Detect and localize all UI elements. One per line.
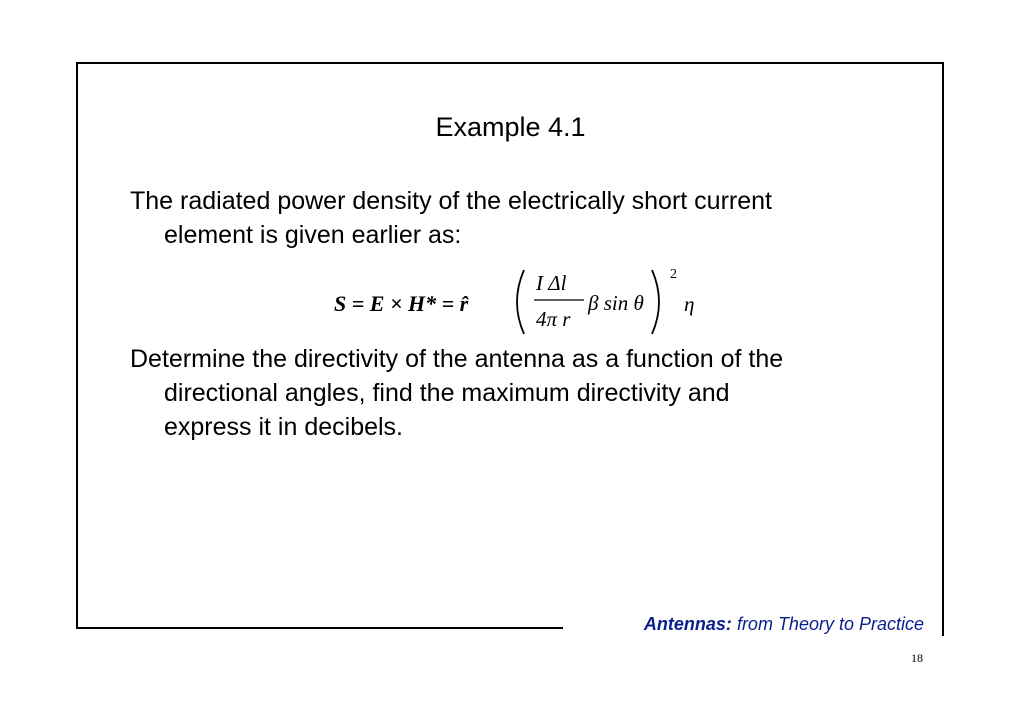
footer-brand-bold: Antennas: bbox=[643, 614, 732, 634]
page-number: 18 bbox=[911, 651, 923, 665]
task-paragraph bbox=[130, 342, 920, 444]
left-paren bbox=[517, 270, 524, 334]
task-line-3: express it in decibels. bbox=[164, 413, 404, 441]
slide-title-text: Example 4.1 bbox=[435, 112, 586, 142]
task-line-1: Determine the directivity of the antenna as a function of the bbox=[130, 345, 784, 373]
task-line-2: directional angles, find the maximum directivity and bbox=[164, 379, 730, 407]
equation-lhs: S = E × H* = r̂ bbox=[334, 291, 469, 316]
equation-graphic bbox=[334, 262, 714, 342]
exponent: 2 bbox=[670, 267, 677, 282]
footer-brand bbox=[644, 614, 924, 635]
eta-symbol: η bbox=[684, 292, 695, 316]
beta-sin-theta: β sin θ bbox=[588, 291, 644, 315]
fraction-numerator: I Δl bbox=[536, 271, 567, 295]
intro-paragraph bbox=[130, 184, 920, 252]
power-density-equation bbox=[334, 262, 714, 334]
right-paren bbox=[652, 270, 659, 334]
intro-line-1: The radiated power density of the electrically short current bbox=[130, 187, 772, 215]
footer-brand-subtitle: from Theory to Practice bbox=[731, 614, 924, 634]
slide-title bbox=[0, 112, 1023, 143]
frame-right-stub bbox=[942, 626, 944, 636]
fraction-denominator: 4π r bbox=[536, 307, 571, 331]
frame-bottom-rule bbox=[76, 627, 563, 629]
intro-line-2: element is given earlier as: bbox=[164, 221, 462, 249]
